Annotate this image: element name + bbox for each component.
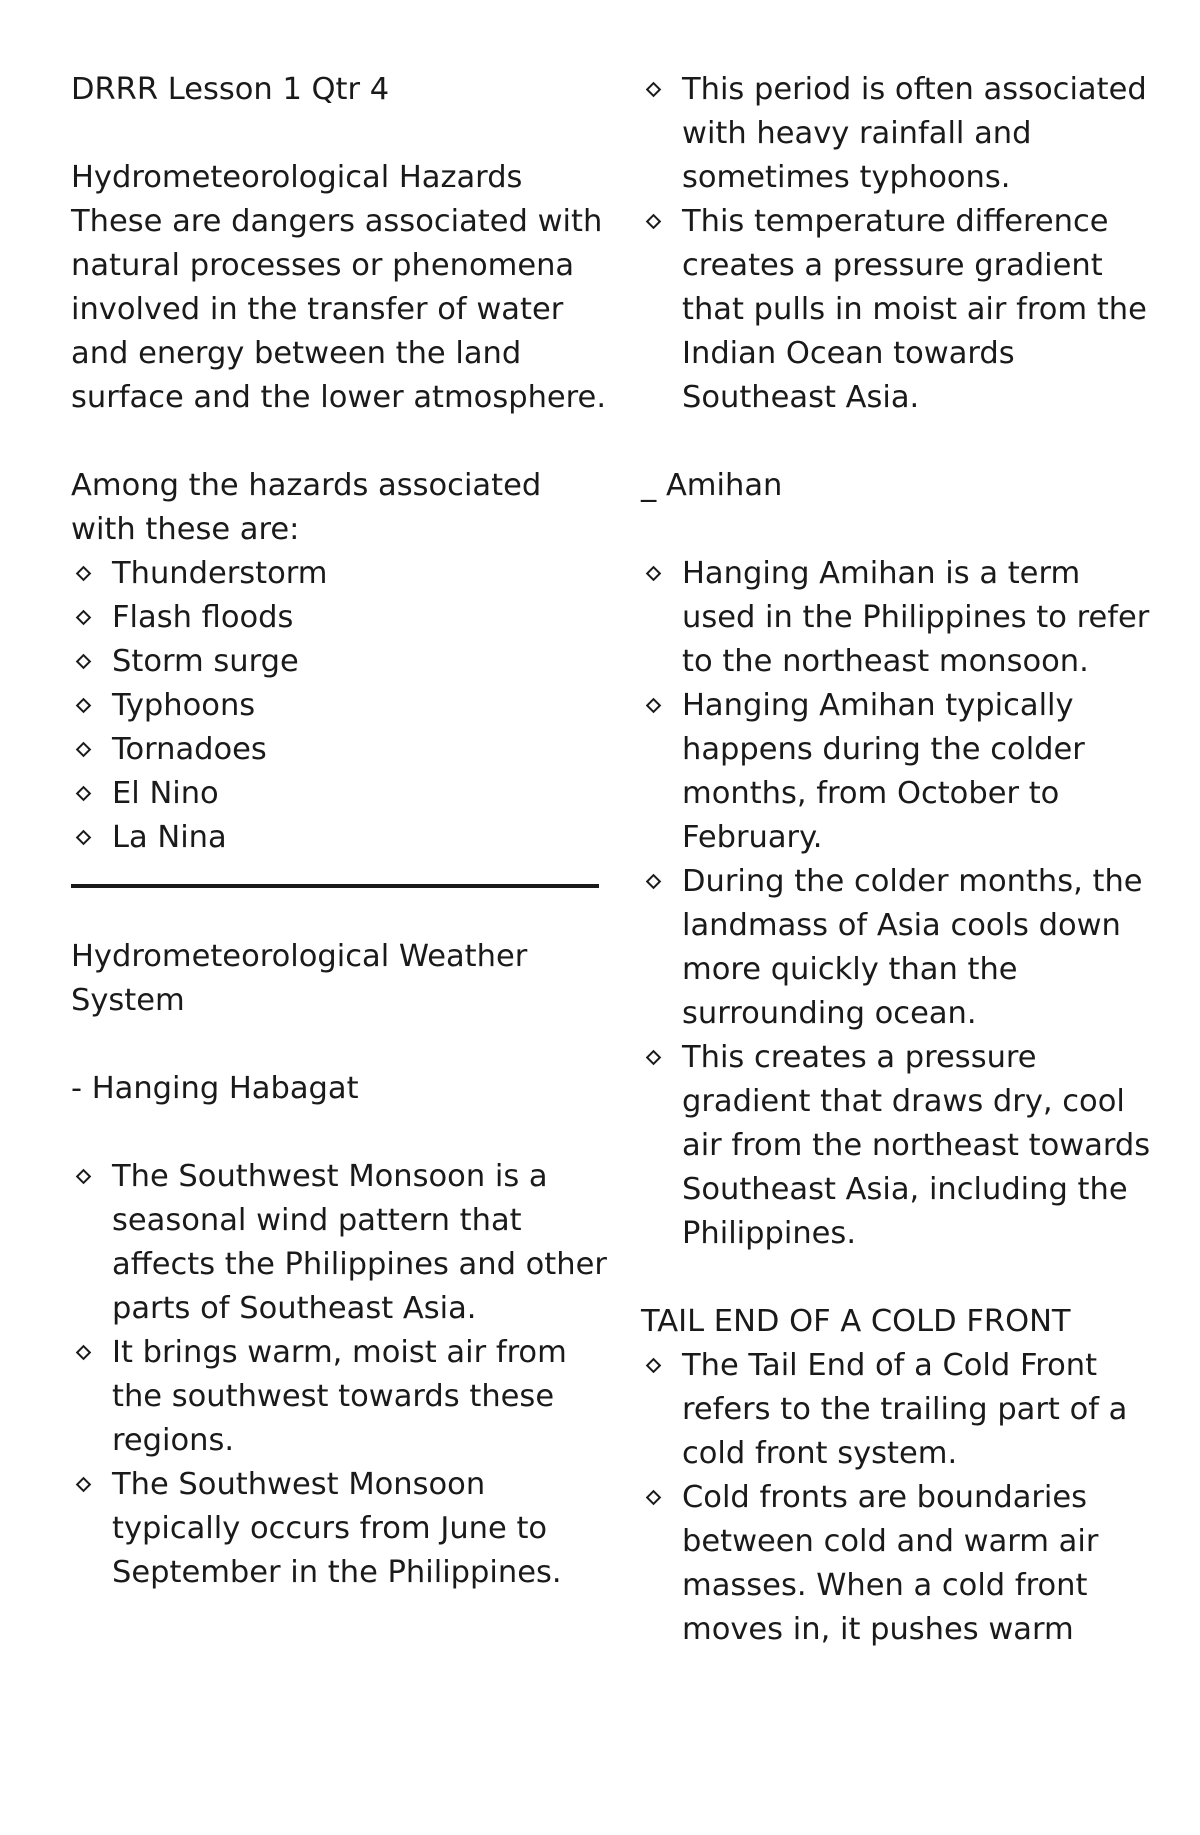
list-item: El Nino bbox=[71, 772, 611, 816]
list-item: The Tail End of a Cold Front refers to the trailing part of a cold front system. bbox=[641, 1344, 1161, 1476]
list-item: Storm surge bbox=[71, 640, 611, 684]
habagat-heading: - Hanging Habagat bbox=[71, 1071, 359, 1106]
list-item: Hanging Amihan is a term used in the Philippines to refer to the northeast monsoon. bbox=[641, 552, 1161, 684]
amihan-list bbox=[641, 552, 1161, 1256]
list-item: Cold fronts are boundaries between cold and warm air masses. When a cold front moves in, it pushes warm bbox=[641, 1476, 1161, 1652]
habagat-list bbox=[71, 1155, 611, 1595]
right-column bbox=[641, 68, 1161, 1652]
list-item: Tornadoes bbox=[71, 728, 611, 772]
list-item: During the colder months, the landmass of Asia cools down more quickly than the surrounding ocean. bbox=[641, 860, 1161, 1036]
list-item: It brings warm, moist air from the southwest towards these regions. bbox=[71, 1331, 611, 1463]
cold-front-list bbox=[641, 1344, 1161, 1652]
hazards-section-title: Hydrometeorological Hazards bbox=[71, 160, 523, 195]
hazards-definition: These are dangers associated with natural processes or phenomena involved in the transfer of water and energy between the land surface and the lower atmosphere. bbox=[71, 204, 607, 415]
list-item: La Nina bbox=[71, 816, 611, 860]
left-column bbox=[71, 68, 611, 1595]
list-item: Flash floods bbox=[71, 596, 611, 640]
list-item: Thunderstorm bbox=[71, 552, 611, 596]
list-item: Typhoons bbox=[71, 684, 611, 728]
habagat-list-continued bbox=[641, 68, 1161, 420]
list-item: This period is often associated with heavy rainfall and sometimes typhoons. bbox=[641, 68, 1161, 200]
hazards-intro: Among the hazards associated with these are: bbox=[71, 468, 542, 547]
lesson-title: DRRR Lesson 1 Qtr 4 bbox=[71, 72, 390, 107]
weather-system-title: Hydrometeorological Weather System bbox=[71, 939, 528, 1018]
list-item: The Southwest Monsoon typically occurs from June to September in the Philippines. bbox=[71, 1463, 611, 1595]
list-item: Hanging Amihan typically happens during the colder months, from October to February. bbox=[641, 684, 1161, 860]
cold-front-heading: TAIL END OF A COLD FRONT bbox=[641, 1304, 1071, 1339]
section-divider bbox=[71, 884, 599, 888]
list-item: This temperature difference creates a pressure gradient that pulls in moist air from the Indian Ocean towards Southeast Asia. bbox=[641, 200, 1161, 420]
list-item: The Southwest Monsoon is a seasonal wind pattern that affects the Philippines and other parts of Southeast Asia. bbox=[71, 1155, 611, 1331]
amihan-heading: _ Amihan bbox=[641, 468, 783, 503]
list-item: This creates a pressure gradient that draws dry, cool air from the northeast towards Southeast Asia, including the Philippines. bbox=[641, 1036, 1161, 1256]
hazards-list bbox=[71, 552, 611, 860]
